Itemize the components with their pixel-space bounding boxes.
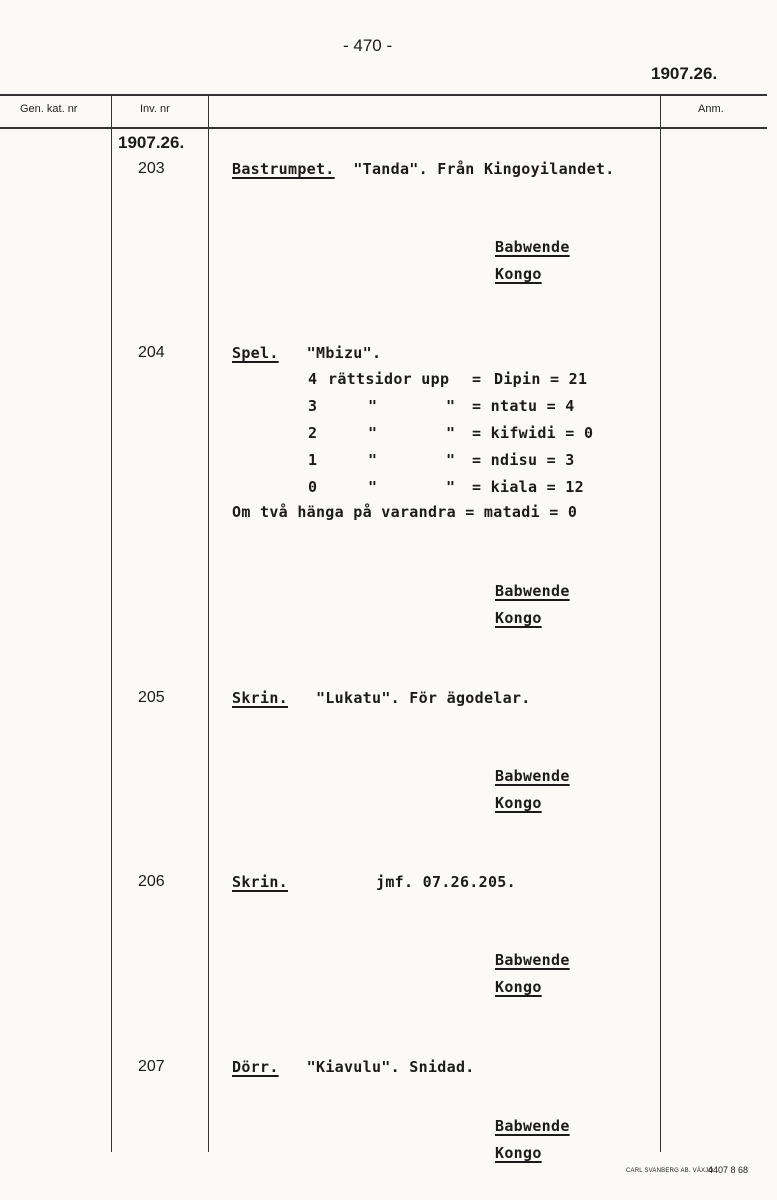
page-number: - 470 - <box>343 36 393 55</box>
entry-title: Spel. <box>232 344 279 362</box>
printer-name: CARL SVANBERG AB. VÄXJÖ <box>626 1168 714 1174</box>
origin-people: Babwende <box>495 951 570 969</box>
entry-text: "Mbizu". <box>306 344 382 362</box>
header-bottom-rule <box>0 127 767 129</box>
origin-people: Babwende <box>495 238 570 256</box>
inv-number: 203 <box>138 160 165 177</box>
score-eq: = <box>472 370 482 388</box>
group-prefix: 1907.26. <box>118 133 185 152</box>
ditto-mark: " <box>368 424 378 442</box>
score-count: 2 <box>308 424 318 442</box>
ditto-mark: " <box>368 397 378 415</box>
ditto-mark: " <box>446 451 456 469</box>
score-count: 4 <box>308 370 318 388</box>
entry-title: Dörr. <box>232 1058 279 1076</box>
printer-code: 4407 8 68 <box>708 1165 749 1175</box>
ditto-mark: " <box>368 451 378 469</box>
score-count: 0 <box>308 478 318 496</box>
column-header-gen-kat: Gen. kat. nr <box>20 103 78 115</box>
entry-text: jmf. 07.26.205. <box>376 873 516 891</box>
ditto-mark: " <box>368 478 378 496</box>
ditto-mark: " <box>446 478 456 496</box>
inv-number: 207 <box>138 1058 165 1075</box>
score-row <box>308 397 648 424</box>
score-value: Dipin = 21 <box>494 370 588 388</box>
inv-number: 205 <box>138 689 165 706</box>
column-divider-inv <box>111 94 112 1152</box>
origin-people: Babwende <box>495 767 570 785</box>
score-count: 1 <box>308 451 318 469</box>
score-footer: Om två hänga på varandra = matadi = 0 <box>232 503 578 521</box>
page-reference: 1907.26. <box>651 64 718 83</box>
entry-title: Skrin. <box>232 873 288 891</box>
inv-number: 206 <box>138 873 165 890</box>
origin-region: Kongo <box>495 978 542 996</box>
origin-region: Kongo <box>495 1144 542 1162</box>
entry-text: "Tanda". Från Kingoyilandet. <box>353 160 615 178</box>
score-value: = ndisu = 3 <box>472 451 575 469</box>
inv-number: 204 <box>138 344 165 361</box>
entry-text: "Kiavulu". Snidad. <box>306 1058 475 1076</box>
score-row <box>308 451 648 478</box>
score-value: = kifwidi = 0 <box>472 424 594 442</box>
origin-region: Kongo <box>495 609 542 627</box>
origin-people: Babwende <box>495 582 570 600</box>
score-value: = kiala = 12 <box>472 478 584 496</box>
score-value: = ntatu = 4 <box>472 397 575 415</box>
column-header-anm: Anm. <box>698 103 724 115</box>
score-count: 3 <box>308 397 318 415</box>
column-header-inv: Inv. nr <box>140 103 170 115</box>
entry-title: Skrin. <box>232 689 288 707</box>
score-row <box>308 478 648 505</box>
origin-region: Kongo <box>495 794 542 812</box>
entry-row <box>232 160 615 178</box>
score-desc: rättsidor upp <box>328 370 450 388</box>
origin-people: Babwende <box>495 1117 570 1135</box>
entry-text: "Lukatu". För ägodelar. <box>316 689 531 707</box>
ditto-mark: " <box>446 424 456 442</box>
entry-row <box>232 689 531 707</box>
score-table <box>308 370 648 505</box>
entry-row <box>232 344 381 362</box>
header-top-rule <box>0 94 767 96</box>
ditto-mark: " <box>446 397 456 415</box>
score-row <box>308 424 648 451</box>
column-divider-anm <box>660 94 661 1152</box>
column-divider-desc <box>208 94 209 1152</box>
origin-region: Kongo <box>495 265 542 283</box>
entry-title: Bastrumpet. <box>232 160 335 178</box>
entry-row <box>232 1058 475 1076</box>
score-row <box>308 370 648 397</box>
